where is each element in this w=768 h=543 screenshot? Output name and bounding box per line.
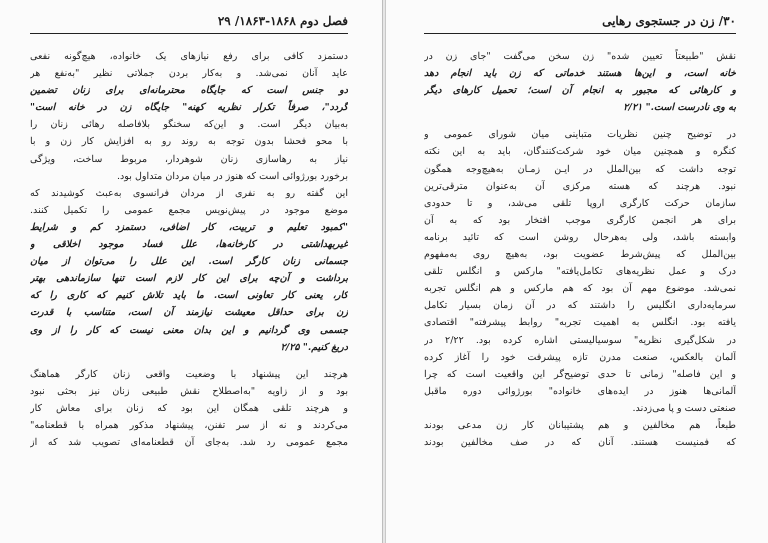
text-line: که فمنیست هستند. آنان که در صف مخالفین بودند [424, 437, 736, 449]
right-page-body [424, 48, 736, 451]
text-line: و هرچند تلقی همگان این بود که زنان برای معاش کار [30, 402, 348, 414]
text-line: نبود. هرچند که هسته مرکزی آن به‌عنوان مترقی‌ترین [424, 180, 736, 192]
text-line: کنگره و همچنین میان خود شرکت‌کنندگان، باید به این نکته [424, 146, 736, 158]
text-line: درک و عمل نظریه‌های تکامل‌یافته" مارکس و انگلس تلقی [424, 266, 736, 278]
right-running-head: ۳۰/ زن در جستجوی رهایی [424, 12, 736, 34]
text-line: یافته بود. انگلس به اهمیت تجربه" روابط پیشرفته" اقتصادی [424, 317, 736, 329]
text-line: موضع موجود در پیش‌نویس مجمع عمومی را تکمیل کنند. [30, 204, 348, 216]
text-line: مجمع عمومی رد شد. به‌جای آن قطعنامه‌ای تصویب شد که از [30, 437, 348, 449]
text-line: عاید آنان نمی‌شد. و به‌کار بردن جملاتی نظیر "به‌نفع هر [30, 68, 348, 80]
text-line: و این فاصله" زمانی تا حدی توضیح‌گر این واقعیت است که چرا [424, 368, 736, 380]
text-line: نقش "طبیعتاً تعیین شده" زن سخن می‌گفت "جای زن در [424, 51, 736, 62]
text-line: بین‌الملل که پیش‌شرط عضویت بود، به‌هیچ روی به‌مفهوم [424, 249, 736, 261]
text-line: برای هر انجمن کارگری موجب افتخار بود که به آن [424, 214, 736, 226]
text-line: غیربهداشتی در کارخانه‌ها، علل فساد موجود اخلاقی و [30, 239, 348, 251]
text-line: گردد"، صرفاً تکرار نظریه کهنه" جایگاه زن در خانه است" [30, 102, 348, 114]
text-line: هرچند این پیشنهاد با وضعیت واقعی زنان کارگر هماهنگ [30, 368, 348, 380]
text-line: برخورد بورژوائی است که هنوز در میان مردان متداول بود. [116, 170, 348, 182]
text-line: سازمان حرکت کارگری اروپا تلقی می‌شد، و تا حدودی [424, 197, 736, 209]
text-line: زن برای حداقل معیشت نیازمند آن است، متناسب با قدرت [30, 307, 348, 319]
text-line: با محو فحشا بدون توجه به روند رو به افزایش کار زن و با [30, 136, 348, 148]
text-line: جسمی وی گردانیم و این بدان معنی نیست که کار را از وی [30, 324, 348, 336]
text-line: بود و از زاویه "به‌اصطلاح نقش طبیعی زنان نیز بحثی نبود [30, 385, 348, 397]
text-line: این گفته رو به نفری از مردان فرانسوی به‌عبث کوشیدند که [30, 187, 348, 199]
text-line: دستمزد کافی برای رفع نیازهای یک خانواده، هیچ‌گونه نفعی [30, 51, 348, 62]
text-line: کار، یعنی کار تعاونی است. ما باید تلاش کنیم که کاری را که [30, 290, 348, 302]
text-line: جسمانی زنان کارگر است. این علل را می‌توان از میان [30, 256, 348, 268]
left-running-head: فصل دوم ۱۸۶۸-۱۸۶۳/ ۲۹ [30, 12, 348, 34]
text-line: در شکل‌گیری نظریه" سوسیالیستی اشاره کرده بود. ۲/۲۲ در [424, 334, 736, 346]
text-line: آلمانی‌ها هنوز در ایده‌های خانواده" بورژوائی دوره ماقبل [424, 385, 736, 397]
text-line: به‌بیان دیگر است. و این‌که سخنگو بلافاصله رهائی زنان را [30, 119, 348, 131]
text-line: خانه است، و این‌ها هستند خدماتی که زن باید انجام دهد [424, 68, 736, 80]
text-line: در توضیح چنین نظریات متباینی میان شورای عمومی و [424, 129, 736, 141]
text-line: و کارهائی که مجبور به انجام آن است؛ تحمیل کارهای دیگر [424, 85, 736, 97]
text-line: "کمبود تعلیم و تربیت، کار اضافی، دستمزد کم و شرایط [30, 221, 348, 233]
left-page-body [30, 48, 348, 451]
left-book-page [0, 0, 383, 543]
text-line: دریغ کنیم." ۲/۲۵ [280, 341, 348, 353]
text-line: به وی نادرست است." ۲/۲۱ [623, 102, 736, 114]
text-line: نمی‌شد. موضوع مهم آن بود که هم مارکس و هم انگلس تجربه [424, 283, 736, 295]
right-book-page [385, 0, 768, 543]
text-line: برداشت و آن‌چه برای این کار لازم است تنها سازماندهی بهتر [30, 273, 348, 285]
text-line: دو جنس است که جایگاه محترمانه‌ای برای زنان تضمین [30, 85, 348, 97]
text-line: صنعتی دست و پا می‌زدند. [632, 402, 736, 414]
text-line: وابسته باشد، ولی به‌هرحال روشن است که تائید برنامه [424, 231, 736, 243]
text-line: آلمان بالعکس، صنعت مدرن تازه پیشرفت خود را آغاز کرده [424, 351, 736, 363]
text-line: نیاز به رهاسازی زنان شوهردار، مربوط ساخت، ویژگی [30, 153, 348, 165]
text-line: طبعاً، هم مخالفین و هم پشتیبانان کار زن مدعی بودند [424, 419, 736, 431]
text-line: سرمایه‌داری انگلیس را داشتند که در آن زمان بسیار تکامل [424, 300, 736, 312]
text-line: توجه داشت که بین‌الملل در ایـن زمـان به‌هیچ‌وجه همگون [424, 163, 736, 175]
text-line: می‌کردند و نه از سر تفنن، پیشنهاد مذکور همراه با قطعنامه‌" [30, 419, 348, 431]
